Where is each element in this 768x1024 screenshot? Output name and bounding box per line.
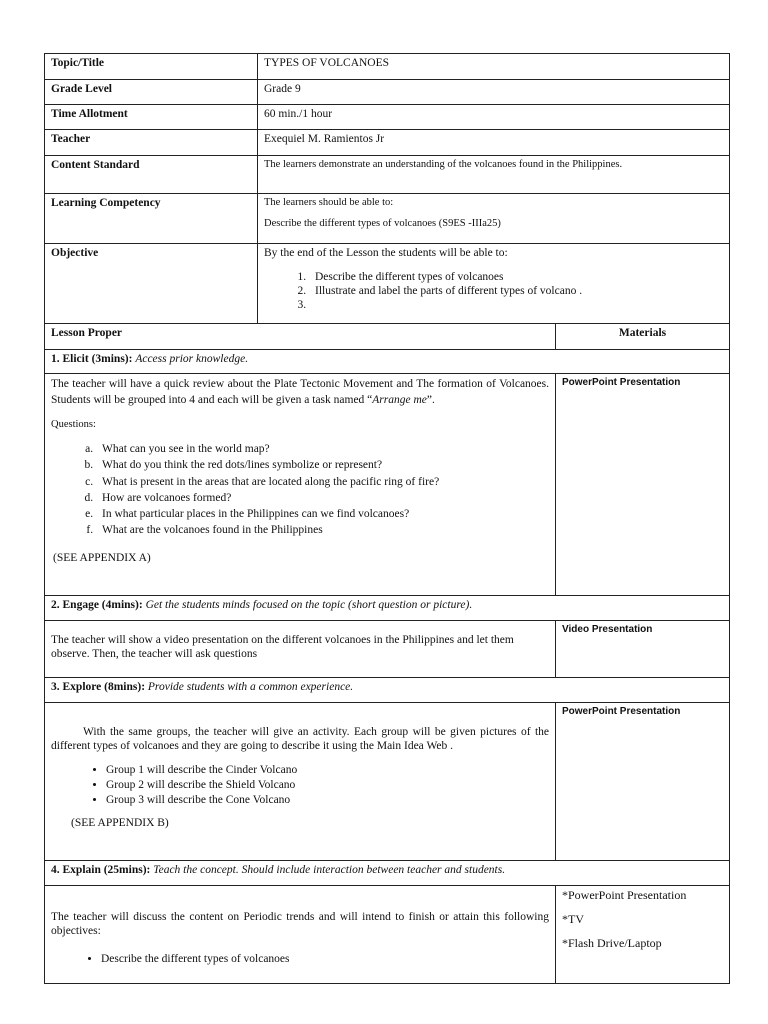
- question-item: a. What can you see in the world map?: [96, 441, 549, 457]
- question-item: e. In what particular places in the Philippines can we find volcanoes?: [96, 506, 549, 522]
- question-item: f. What are the volcanoes found in the Philippines: [96, 522, 549, 538]
- engage-title: 2. Engage (4mins):: [51, 599, 143, 611]
- row-explore-title: [45, 678, 730, 703]
- group-item: • Group 3 will describe the Cone Volcano: [106, 793, 549, 808]
- explore-heading: [45, 678, 730, 703]
- row-explore-body: [45, 703, 730, 861]
- engage-heading: [45, 596, 730, 621]
- time-value: 60 min./1 hour: [258, 105, 730, 130]
- explain-heading: [45, 861, 730, 886]
- content-standard-value: The learners demonstrate an understanding of the volcanoes found in the Philippines.: [258, 156, 730, 194]
- time-label: Time Allotment: [45, 105, 258, 130]
- teacher-value: Exequiel M. Ramientos Jr: [258, 130, 730, 156]
- elicit-para-emphasis: Arrange me: [372, 394, 427, 406]
- lesson-plan-table: [44, 53, 730, 984]
- lesson-proper-label: Lesson Proper: [45, 324, 556, 350]
- objective-item: [309, 298, 723, 312]
- elicit-materials: PowerPoint Presentation: [556, 374, 730, 596]
- explain-material-item: *Flash Drive/Laptop: [562, 936, 662, 950]
- row-engage-title: [45, 596, 730, 621]
- row-explain-title: [45, 861, 730, 886]
- objective-item: 2. Illustrate and label the parts of different types of volcano .: [309, 284, 723, 298]
- explore-title: 3. Explore (8mins):: [51, 681, 146, 693]
- teacher-label: Teacher: [45, 130, 258, 156]
- objective-label: Objective: [45, 244, 258, 324]
- row-topic: [45, 54, 730, 80]
- objective-intro: By the end of the Lesson the students will be able to:: [264, 247, 508, 259]
- row-elicit-body: [45, 374, 730, 596]
- objective-value: [258, 244, 730, 324]
- row-content-standard: [45, 156, 730, 194]
- engage-body: [45, 621, 556, 678]
- question-item: c. What is present in the areas that are located along the pacific ring of fire?: [96, 474, 549, 490]
- competency-line-2: Describe the different types of volcanoes (S9ES -IIIa25): [264, 218, 501, 229]
- explore-subtitle: Provide students with a common experience.: [147, 681, 354, 693]
- row-objective: [45, 244, 730, 324]
- explain-bullets: [51, 952, 549, 967]
- engage-paragraph: The teacher will show a video presentation on the different volcanoes in the Philippines and let them observe. Then, the teacher will ask questions: [51, 634, 514, 660]
- objective-item: 1. Describe the different types of volcanoes: [309, 270, 723, 284]
- content-standard-label: Content Standard: [45, 156, 258, 194]
- explain-bullet-item: • Describe the different types of volcanoes: [101, 952, 549, 967]
- materials-label: Materials: [556, 324, 730, 350]
- explain-paragraph: The teacher will discuss the content on Periodic trends and will intend to finish or attain this following objectives:: [51, 911, 549, 937]
- explain-materials: [556, 886, 730, 984]
- group-item: • Group 1 will describe the Cinder Volcano: [106, 763, 549, 778]
- group-item: • Group 2 will describe the Shield Volcano: [106, 778, 549, 793]
- competency-value: [258, 194, 730, 244]
- engage-subtitle: Get the students minds focused on the topic (short question or picture).: [145, 599, 473, 611]
- explain-material-item: *PowerPoint Presentation: [562, 888, 687, 902]
- explore-body: [45, 703, 556, 861]
- explore-materials: PowerPoint Presentation: [556, 703, 730, 861]
- explain-title: 4. Explain (25mins):: [51, 864, 151, 876]
- row-time: [45, 105, 730, 130]
- competency-line-1: The learners should be able to:: [264, 197, 394, 208]
- elicit-title: 1. Elicit (3mins):: [51, 353, 133, 365]
- elicit-para-text: The teacher will have a quick review about the Plate Tectonic Movement and The formation of Volcanoes. Students will be grouped into 4 and each will be given a task named “: [51, 378, 549, 406]
- explain-body: [45, 886, 556, 984]
- questions-label: Questions:: [51, 419, 96, 430]
- groups-list: [51, 763, 549, 808]
- engage-materials: Video Presentation: [556, 621, 730, 678]
- row-competency: [45, 194, 730, 244]
- explain-material-item: *TV: [562, 912, 584, 926]
- grade-label: Grade Level: [45, 80, 258, 105]
- questions-list: [51, 441, 549, 539]
- elicit-paragraph: [51, 376, 549, 408]
- grade-value: Grade 9: [258, 80, 730, 105]
- explain-subtitle: Teach the concept. Should include interaction between teacher and students.: [153, 864, 506, 876]
- question-item: b. What do you think the red dots/lines symbolize or represent?: [96, 457, 549, 473]
- elicit-body: [45, 374, 556, 596]
- row-lesson-header: [45, 324, 730, 350]
- elicit-appendix: (SEE APPENDIX A): [53, 551, 151, 564]
- elicit-heading: [45, 350, 730, 374]
- elicit-subtitle: Access prior knowledge.: [135, 353, 249, 365]
- elicit-para-end: ”.: [426, 394, 435, 406]
- row-teacher: [45, 130, 730, 156]
- topic-label: Topic/Title: [45, 54, 258, 80]
- explore-paragraph: With the same groups, the teacher will give an activity. Each group will be given pictures of the different types of volcanoes and they are going to describe it using the Main Idea Web .: [51, 726, 549, 752]
- row-grade: [45, 80, 730, 105]
- explore-appendix: (SEE APPENDIX B): [71, 817, 169, 829]
- row-explain-body: [45, 886, 730, 984]
- competency-label: Learning Competency: [45, 194, 258, 244]
- row-engage-body: [45, 621, 730, 678]
- row-elicit-title: [45, 350, 730, 374]
- topic-value: TYPES OF VOLCANOES: [258, 54, 730, 80]
- question-item: d. How are volcanoes formed?: [96, 490, 549, 506]
- objective-list: [264, 270, 723, 312]
